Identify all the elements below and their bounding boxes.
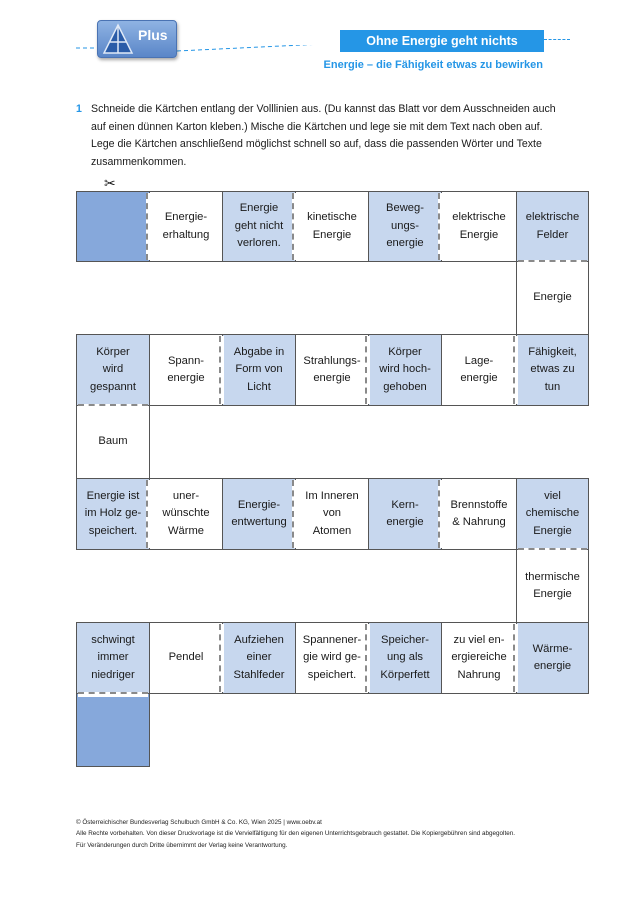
task-text: Schneide die Kärtchen entlang der Volllinien aus. (Du kannst das Blatt vor dem Ausschneiden auch auf einen dünnen Karton kleben.) Mische die Kärtchen und lege sie mit dem Text nach oben auf. Lege die Kärtchen anschließend möglichst schnell so auf, dass die passenden Wörter und Texte zusammenkommen.: [91, 103, 556, 168]
fold-line: [438, 480, 443, 548]
card: Körper wird hoch- gehoben: [368, 334, 442, 406]
domino-start-blank: [76, 191, 150, 262]
fold-line: [146, 193, 151, 260]
card: Energie ist im Holz ge- speichert.: [76, 478, 150, 550]
card: Beweg- ungs- energie: [368, 191, 442, 262]
fold-line: [365, 624, 370, 692]
footer-rights: Alle Rechte vorbehalten. Von dieser Druckvorlage ist die Vervielfältigung für den eigenen Unterrichtsgebrauch gestattet. Die Kopiergebühren sind abgegolten.: [76, 830, 515, 838]
footer-copyright: © Österreichischer Bundesverlag Schulbuch GmbH & Co. KG, Wien 2025 | www.oebv.at: [76, 819, 322, 826]
title-banner: Ohne Energie geht nichts: [340, 30, 544, 52]
fold-line: [365, 336, 370, 404]
card: Körper wird gespannt: [76, 334, 150, 406]
domino-end-blank: [76, 693, 150, 767]
subtitle: Energie – die Fähigkeit etwas zu bewirken: [323, 59, 543, 71]
card: Baum: [76, 405, 150, 479]
card: elektrische Felder: [516, 191, 589, 262]
card: viel chemische Energie: [516, 478, 589, 550]
card: Lage- energie: [441, 334, 517, 406]
fold-line: [78, 404, 148, 409]
card: schwingt immer niedriger: [76, 622, 150, 694]
card: Spannener- gie wird ge- speichert.: [295, 622, 369, 694]
card: Pendel: [149, 622, 223, 694]
footer: [76, 817, 576, 851]
card: Kern- energie: [368, 478, 442, 550]
card: Strahlungs- energie: [295, 334, 369, 406]
card: kinetische Energie: [295, 191, 369, 262]
logo-text: Plus: [138, 27, 168, 43]
card: thermische Energie: [516, 549, 589, 623]
card: Spann- energie: [149, 334, 223, 406]
fold-line: [292, 193, 297, 260]
fold-line: [78, 692, 148, 697]
card: Aufziehen einer Stahlfeder: [222, 622, 296, 694]
card: Abgabe in Form von Licht: [222, 334, 296, 406]
triangle-logo-icon: [101, 22, 135, 56]
card: Energie- entwertung: [222, 478, 296, 550]
task-number: 1: [76, 103, 82, 115]
fold-line: [292, 480, 297, 548]
fold-line: [518, 260, 587, 265]
card: uner- wünschte Wärme: [149, 478, 223, 550]
card: elektrische Energie: [441, 191, 517, 262]
fold-line: [513, 624, 518, 692]
plus-logo: [97, 20, 177, 58]
fold-line: [219, 624, 224, 692]
scissors-icon: ✂: [104, 175, 116, 191]
fold-line: [438, 193, 443, 260]
card: Im Inneren von Atomen: [295, 478, 369, 550]
card: Energie- erhaltung: [149, 191, 223, 262]
card: Wärme- energie: [516, 622, 589, 694]
card: Energie geht nicht verloren.: [222, 191, 296, 262]
card: Fähigkeit, etwas zu tun: [516, 334, 589, 406]
fold-line: [146, 480, 151, 548]
card: Speicher- ung als Körperfett: [368, 622, 442, 694]
fold-line: [219, 336, 224, 404]
banner-dash: [544, 39, 570, 40]
fold-line: [513, 336, 518, 404]
card: Brennstoffe & Nahrung: [441, 478, 517, 550]
card: zu viel en- ergiereiche Nahrung: [441, 622, 517, 694]
card: Energie: [516, 261, 589, 335]
fold-line: [518, 548, 587, 553]
footer-disclaimer: Für Veränderungen durch Dritte übernimmt der Verlag keine Verantwortung.: [76, 841, 288, 849]
